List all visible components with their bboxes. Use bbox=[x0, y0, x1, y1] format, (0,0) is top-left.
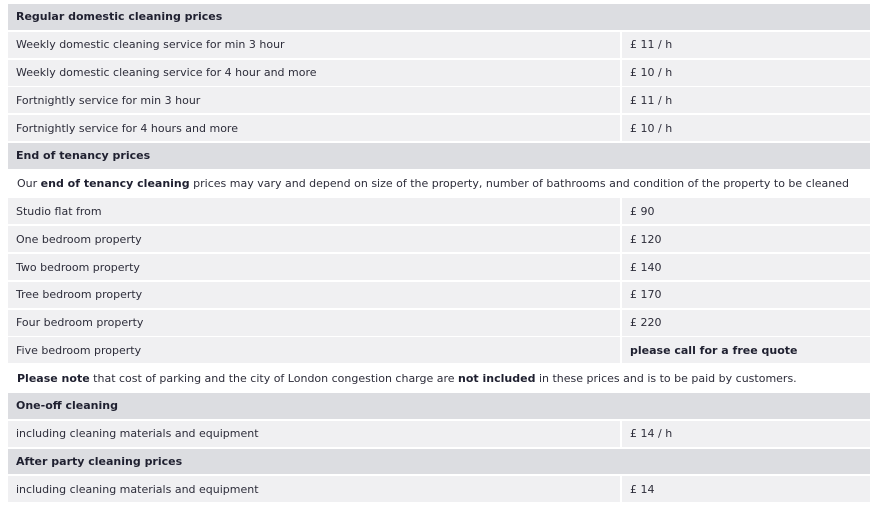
section-header-afterparty bbox=[8, 449, 870, 475]
footnote-bold: not included bbox=[458, 371, 536, 385]
note-bold: end of tenancy cleaning bbox=[40, 177, 190, 191]
service-label: One bedroom property bbox=[8, 226, 620, 252]
table-row bbox=[8, 421, 870, 447]
table-row bbox=[8, 337, 870, 363]
service-price: £ 140 bbox=[622, 254, 870, 280]
service-label: Tree bedroom property bbox=[8, 282, 620, 308]
service-price: £ 10 / h bbox=[622, 115, 870, 141]
service-price: please call for a free quote bbox=[622, 337, 870, 363]
footnote-bold: Please note bbox=[17, 371, 90, 385]
table-row bbox=[8, 282, 870, 308]
service-price: £ 10 / h bbox=[622, 60, 870, 86]
service-price: £ 11 / h bbox=[622, 87, 870, 113]
section-title: Regular domestic cleaning prices bbox=[16, 10, 223, 24]
service-price: £ 220 bbox=[622, 310, 870, 336]
service-label: including cleaning materials and equipment bbox=[8, 476, 620, 502]
service-price: £ 170 bbox=[622, 282, 870, 308]
service-label: including cleaning materials and equipment bbox=[8, 421, 620, 447]
price-table bbox=[8, 4, 870, 504]
service-label: Studio flat from bbox=[8, 198, 620, 224]
tenancy-note bbox=[8, 171, 870, 197]
service-price: £ 11 / h bbox=[622, 32, 870, 58]
section-header-oneoff bbox=[8, 393, 870, 419]
note-prefix: Our bbox=[17, 177, 41, 191]
service-label: Four bedroom property bbox=[8, 310, 620, 336]
section-title: After party cleaning prices bbox=[16, 454, 183, 468]
table-row bbox=[8, 310, 870, 336]
section-title: End of tenancy prices bbox=[16, 149, 151, 163]
table-row bbox=[8, 476, 870, 502]
section-header-tenancy bbox=[8, 143, 870, 169]
service-price: £ 120 bbox=[622, 226, 870, 252]
table-row bbox=[8, 60, 870, 86]
footnote-mid: that cost of parking and the city of London congestion charge are bbox=[89, 371, 459, 385]
service-price: £ 14 / h bbox=[622, 421, 870, 447]
table-row bbox=[8, 32, 870, 58]
service-price: £ 14 bbox=[622, 476, 870, 502]
table-row bbox=[8, 115, 870, 141]
service-label: Five bedroom property bbox=[8, 337, 620, 363]
table-row bbox=[8, 254, 870, 280]
note-suffix: prices may vary and depend on size of the property, number of bathrooms and condition of the property to be cleaned bbox=[189, 177, 849, 191]
section-title: One-off cleaning bbox=[16, 399, 118, 413]
service-label: Weekly domestic cleaning service for min 3 hour bbox=[8, 32, 620, 58]
service-label: Weekly domestic cleaning service for 4 hour and more bbox=[8, 60, 620, 86]
footnote-end: in these prices and is to be paid by customers. bbox=[535, 371, 797, 385]
service-label: Two bedroom property bbox=[8, 254, 620, 280]
tenancy-footnote bbox=[8, 365, 870, 391]
table-row bbox=[8, 198, 870, 224]
service-label: Fortnightly service for 4 hours and more bbox=[8, 115, 620, 141]
service-label: Fortnightly service for min 3 hour bbox=[8, 87, 620, 113]
table-row bbox=[8, 226, 870, 252]
section-header-regular bbox=[8, 4, 870, 30]
service-price: £ 90 bbox=[622, 198, 870, 224]
table-row bbox=[8, 87, 870, 113]
